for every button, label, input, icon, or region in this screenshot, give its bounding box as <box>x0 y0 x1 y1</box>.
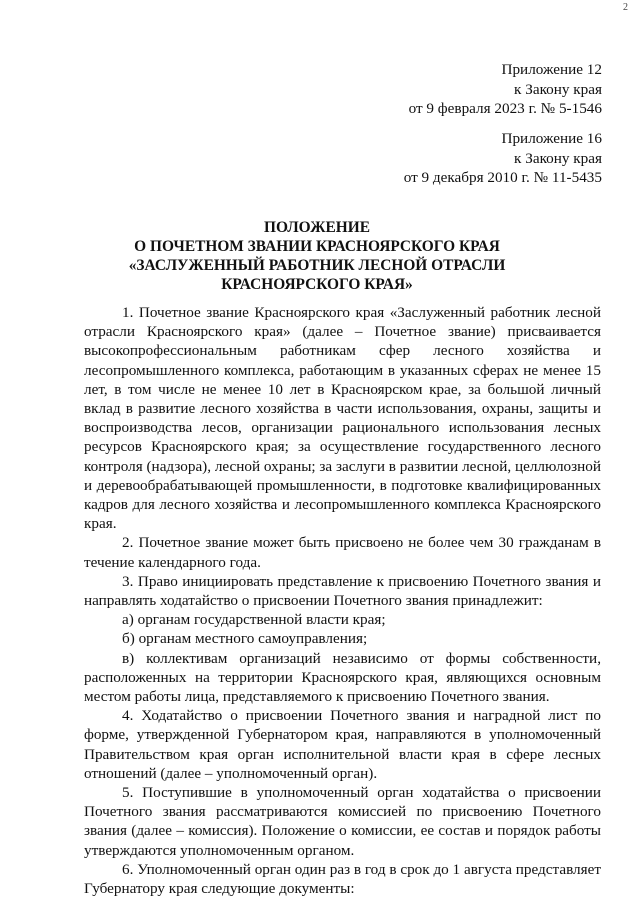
paragraph-3: 3. Право инициировать представление к присвоению Почетного звания и направлять ходатайство о присвоении Почетного звания принадлежит: <box>84 572 601 610</box>
paragraph-4: 4. Ходатайство о присвоении Почетного звания и наградной лист по форме, утвержденной Губернатором края, направляются в уполномоченный Правительством края орган исполнительной власти края в сфере лесных отношений (далее – уполномоченный орган). <box>84 707 601 782</box>
paragraph-3a: а) органам государственной власти края; <box>122 611 386 629</box>
paragraph-3b: б) органам местного самоуправления; <box>122 630 368 648</box>
annex-12-line-1: Приложение 12 <box>501 61 602 78</box>
document-title <box>0 218 634 294</box>
title-line-2: О ПОЧЕТНОМ ЗВАНИИ КРАСНОЯРСКОГО КРАЯ <box>134 238 500 255</box>
paragraph-3c: в) коллективам организаций независимо от формы собственности, расположенных на территории Красноярского края, являющихся основным местом работы лица, представляемого к присвоению Почетного звания. <box>84 649 601 706</box>
annex-16-line-3: от 9 декабря 2010 г. № 11-5435 <box>403 169 602 186</box>
annex-16-line-1: Приложение 16 <box>501 130 602 147</box>
paragraph-1: 1. Почетное звание Красноярского края «Заслуженный работник лесной отрасли Красноярского края» (далее – Почетное звание) присваивается высокопрофессиональным работникам сфер лесного хозяйства и лесопромышленного комплекса, работающим в указанных сферах не менее 15 лет, в том числе не менее 10 лет в Красноярском крае, за большой личный вклад в развитие лесного хозяйства в части использования, охраны, защиты и воспроизводства лесов, организации рационального использования лесных ресурсов Красноярского края; за осуществление государственного лесного контроля (надзора), лесной охраны; за заслуги в развитии лесной, целлюлозной и деревообрабатывающей промышленности, в подготовке квалифицированных кадров для лесного хозяйства и лесопромышленного комплекса Красноярского края. <box>84 304 601 533</box>
annex-12-line-3: от 9 февраля 2023 г. № 5-1546 <box>408 100 602 117</box>
document-body <box>84 303 601 898</box>
paragraph-2: 2. Почетное звание может быть присвоено не более чем 30 гражданам в течение календарного года. <box>84 534 601 571</box>
title-line-3: «ЗАСЛУЖЕННЫЙ РАБОТНИК ЛЕСНОЙ ОТРАСЛИ <box>128 257 506 274</box>
title-line-4: КРАСНОЯРСКОГО КРАЯ» <box>221 276 413 293</box>
annex-12-line-2: к Закону края <box>514 80 602 98</box>
title-line-1: ПОЛОЖЕНИЕ <box>264 219 370 236</box>
paragraph-5: 5. Поступившие в уполномоченный орган ходатайства о присвоении Почетного звания рассматриваются комиссией по присвоению Почетного звания (далее – комиссия). Положение о комиссии, ее состав и порядок работы утверждаются уполномоченным органом. <box>84 784 601 859</box>
annex-16-line-2: к Закону края <box>514 149 602 167</box>
paragraph-6: 6. Уполномоченный орган один раз в год в срок до 1 августа представляет Губернатору края следующие документы: <box>84 860 601 898</box>
annex-16-header <box>404 129 602 188</box>
annex-12-header <box>409 60 602 119</box>
page-number: 2 <box>623 2 628 13</box>
